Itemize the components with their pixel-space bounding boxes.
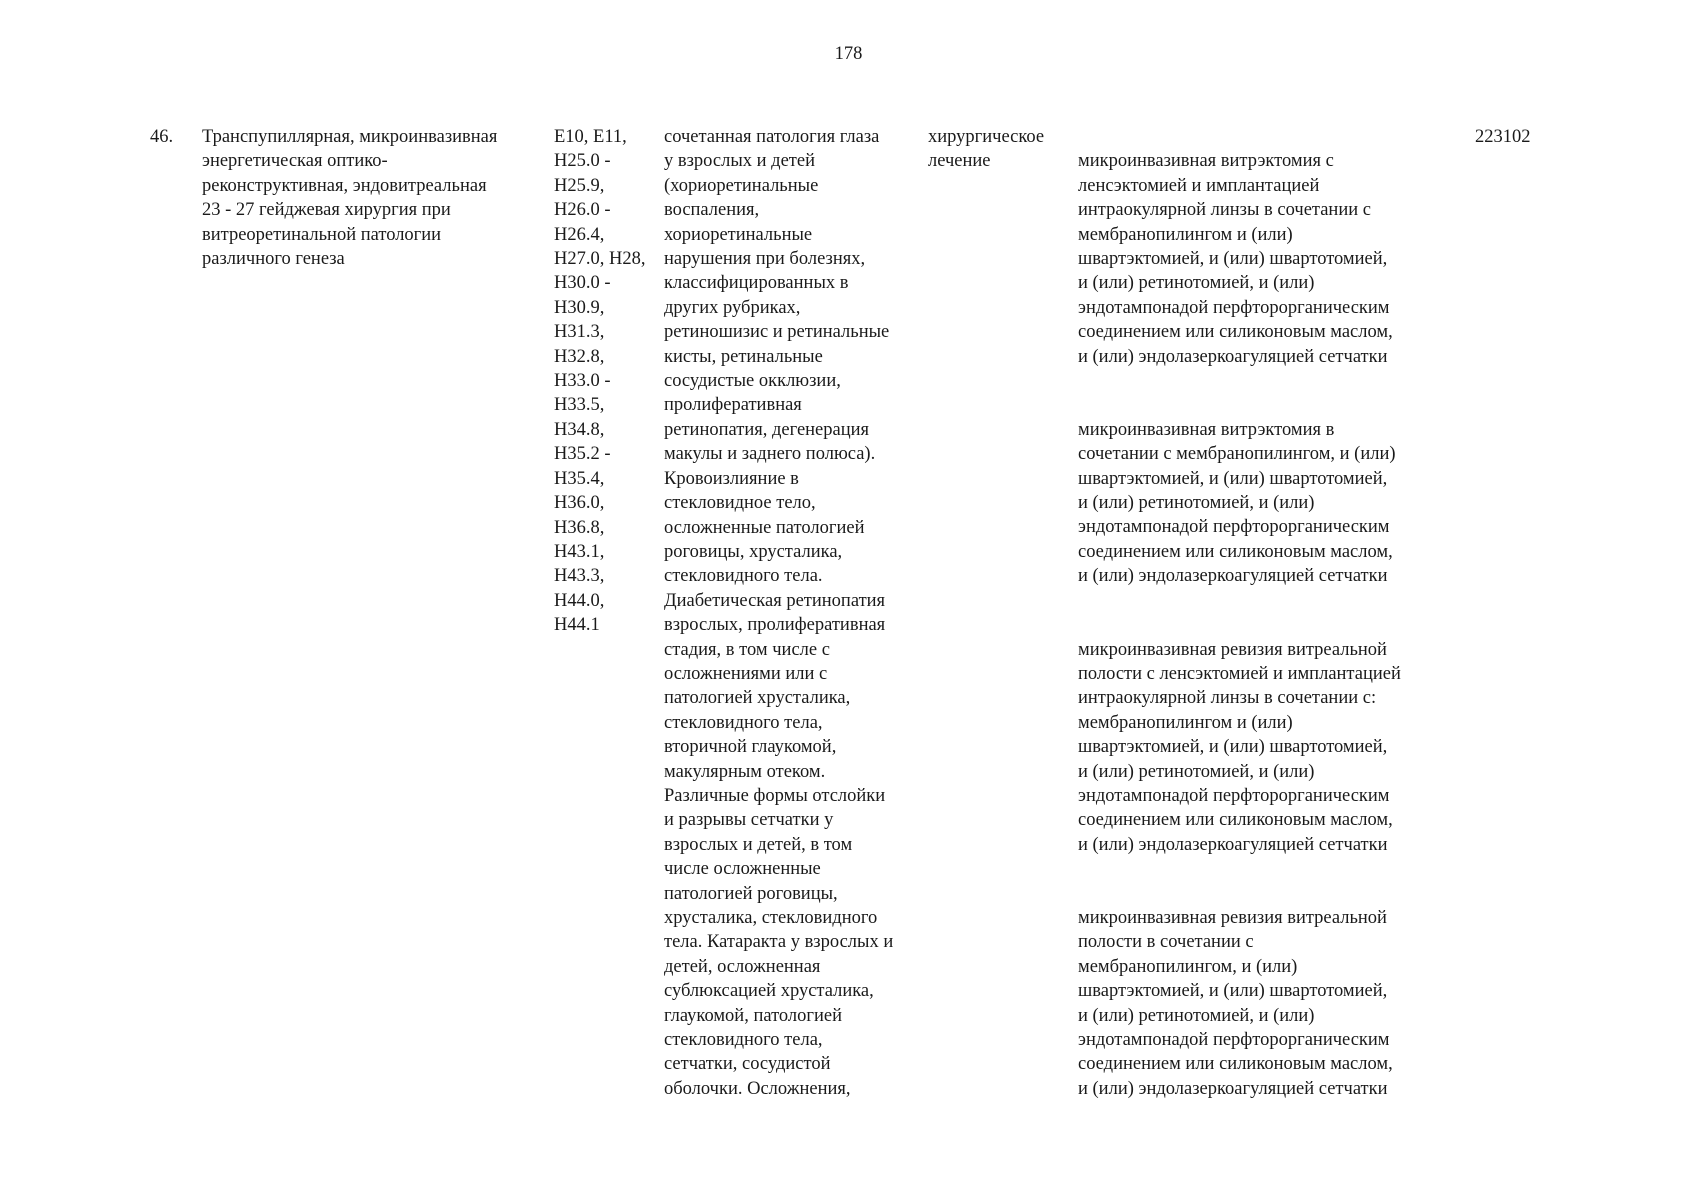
method-block: микроинвазивная витрэктомия в сочетании с мембранопилингом, и (или) швартэктомией, и (или) швартотомией, и (или) ретинотомией, и (или) эндотампонадой перфторорганическим соединением или силиконовым маслом, и (или) эндолазеркоагуляцией сетчатки bbox=[1078, 419, 1396, 587]
icd-codes: E10, E11, H25.0 - H25.9, H26.0 - H26.4, H27.0, H28, H30.0 - H30.9, H31.3, H32.8, H33.0 - H33.5, H34.8, H35.2 - H35.4, H36.0, H36.8, H43.1, H43.3, H44.0, H44.1 bbox=[554, 127, 646, 636]
method-block: микроинвазивная ревизия витреальной полости в сочетании с мембранопилингом, и (или) швартэктомией, и (или) швартотомией, и (или) ретинотомией, и (или) эндотампонадой перфторорганическим соединением или силиконовым маслом, и (или) эндолазеркоагуляцией сетчатки bbox=[1078, 907, 1393, 1099]
cost-value: 223102 bbox=[1475, 127, 1531, 147]
row-number: 46. bbox=[150, 127, 174, 147]
treatment-type: хирургическое лечение bbox=[928, 127, 1045, 172]
method-block: микроинвазивная ревизия витреальной полости с ленсэктомией и имплантацией интраокулярной линзы в сочетании с: мембранопилингом и (или) швартэктомией, и (или) швартотомией, и (или) ретинотомией, и (или) эндотампонадой перфторорганическим соединением или силиконовым маслом, и (или) эндолазеркоагуляцией сетчатки bbox=[1078, 639, 1401, 855]
patient-model: сочетанная патология глаза у взрослых и детей (хориоретинальные воспаления, хориоретинальные нарушения при болезнях, классифицированных в других рубриках, ретиношизис и ретинальные кисты, ретинальные сосудистые окклюзии, пролиферативная ретинопатия, дегенерация макулы и заднего полюса). Кровоизлияние в стекловидное тело, осложненные патологией роговицы, хрусталика, стекловидного тела. Диабетическая ретинопатия взрослых, пролиферативная стадия, в том числе с осложнениями или с патологией хрусталика, стекловидного тела, вторичной глаукомой, макулярным отеком. Различные формы отслойки и разрывы сетчатки у взрослых и детей, в том числе осложненные патологией роговицы, хрусталика, стекловидного тела. Катаракта у взрослых и детей, осложненная сублюксацией хрусталика, глаукомой, патологией стекловидного тела, сетчатки, сосудистой оболочки. Осложнения, bbox=[664, 127, 894, 1099]
method-block: микроинвазивная витрэктомия с ленсэктомией и имплантацией интраокулярной линзы в сочетании с мембранопилингом и (или) швартэктомией, и (или) швартотомией, и (или) ретинотомией, и (или) эндотампонадой перфторорганическим соединением или силиконовым маслом, и (или) эндолазеркоагуляцией сетчатки bbox=[1078, 151, 1393, 367]
procedure-name: Транспупиллярная, микроинвазивная энергетическая оптико- реконструктивная, эндовитреальная 23 - 27 гейджевая хирургия при витреоретинальной патологии различного генеза bbox=[202, 127, 498, 270]
treatment-methods bbox=[1078, 125, 1448, 1126]
page-number: 178 bbox=[834, 44, 863, 64]
